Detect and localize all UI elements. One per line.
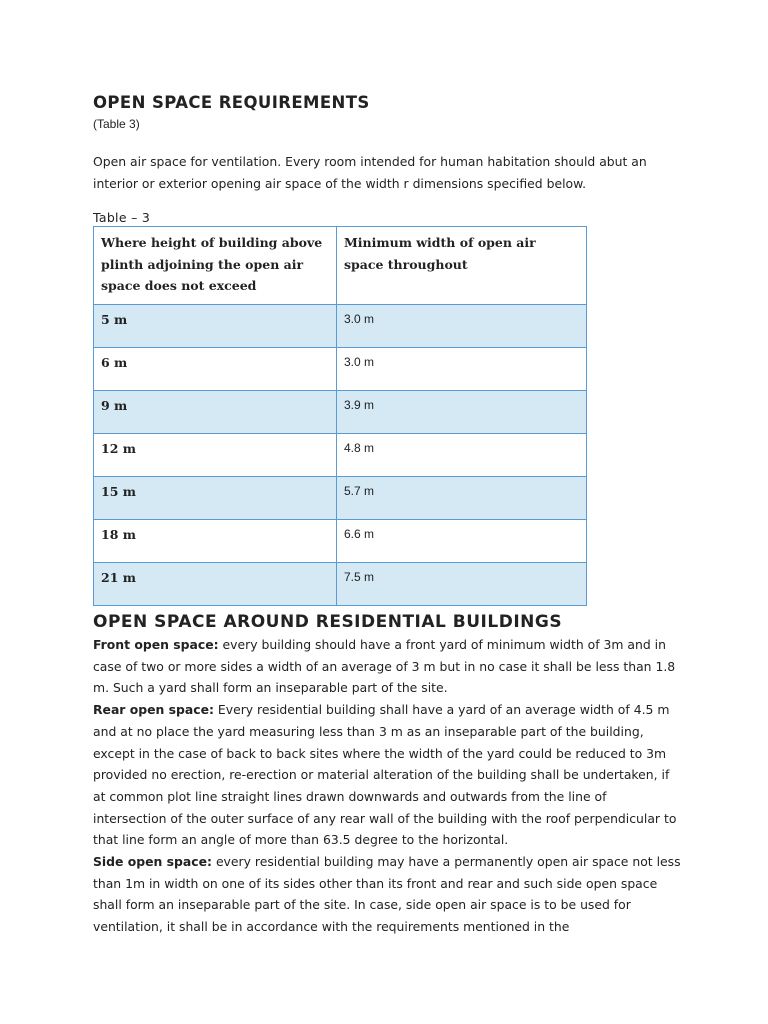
intro-paragraph: Open air space for ventilation. Every room intended for human habitation should abut an interior or exterior opening air space of the width r dimensions specified below. (93, 154, 647, 191)
header-min-width: Minimum width of open air space throughout (336, 227, 586, 305)
table-label: Table – 3 (93, 210, 151, 225)
cell-height: 21 m (94, 563, 337, 606)
cell-min-width: 7.5 m (336, 563, 586, 606)
table-row (94, 520, 587, 563)
cell-height: 15 m (94, 477, 337, 520)
cell-min-width: 3.9 m (336, 391, 586, 434)
cell-height: 9 m (94, 391, 337, 434)
section-heading: OPEN SPACE AROUND RESIDENTIAL BUILDINGS (93, 612, 563, 632)
front-open-space-paragraph (93, 634, 683, 699)
paragraph-text: every residential building may have a permanently open air space not less than 1m in width on one of its sides other than its front and rear and such side open space shall form an inseparable part of the site. In case, side open air space is to be used for ventilation, it shall be in accordance with the requirements mentioned in the (93, 854, 681, 935)
table-row (94, 434, 587, 477)
table-header-row (94, 227, 587, 305)
side-open-space-paragraph (93, 851, 683, 938)
header-height: Where height of building above plinth adjoining the open air space does not exceed (94, 227, 337, 305)
table-row (94, 305, 587, 348)
open-space-table (93, 226, 587, 606)
paragraph-text: every building should have a front yard of minimum width of 3m and in case of two or more sides a width of an average of 3 m but in no case it shall be less than 1.8 m. Such a yard shall form an inseparable part of the site. (93, 637, 676, 696)
page-heading: OPEN SPACE REQUIREMENTS (93, 93, 370, 112)
cell-min-width: 3.0 m (336, 348, 586, 391)
table-reference: (Table 3) (93, 117, 140, 131)
paragraph-label: Rear open space: (93, 702, 214, 718)
document-page (93, 92, 693, 938)
cell-min-width: 6.6 m (336, 520, 586, 563)
cell-min-width: 5.7 m (336, 477, 586, 520)
cell-min-width: 4.8 m (336, 434, 586, 477)
cell-height: 5 m (94, 305, 337, 348)
cell-height: 6 m (94, 348, 337, 391)
cell-min-width: 3.0 m (336, 305, 586, 348)
paragraph-label: Front open space: (93, 637, 219, 652)
paragraph-label: Side open space: (93, 854, 212, 870)
rear-open-space-paragraph (93, 699, 683, 851)
table-row (94, 391, 587, 434)
table-row (94, 477, 587, 520)
cell-height: 18 m (94, 520, 337, 563)
table-row (94, 563, 587, 606)
cell-height: 12 m (94, 434, 337, 477)
paragraph-text: Every residential building shall have a yard of an average width of 4.5 m and at no place the yard measuring less than 3 m as an inseparable part of the building, except in the case of back to back sites where the width of the yard could be reduced to 3m provided no erection, re-erection or material alteration of the building shall be undertaken, if at common plot line straight lines drawn downwards and outwards from the line of intersection of the outer surface of any rear wall of the building with the roof perpendicular to that line form an angle of more than 63.5 degree to the horizontal. (93, 702, 677, 848)
table-row (94, 348, 587, 391)
